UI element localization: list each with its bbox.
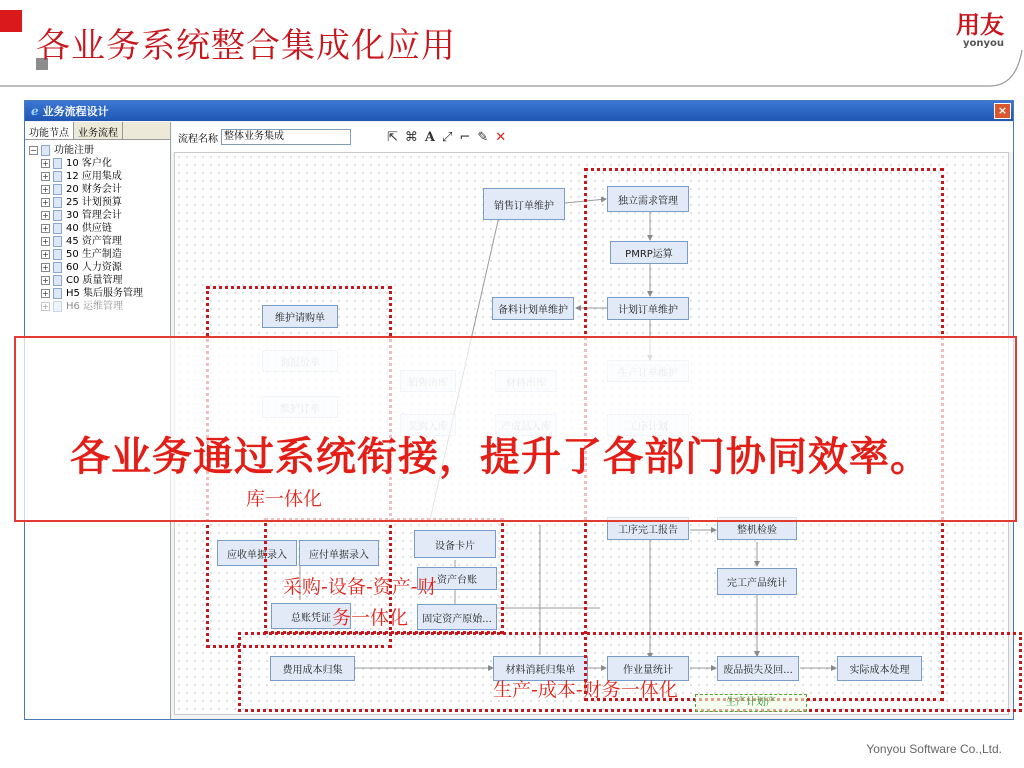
footer-company: Yonyou Software Co.,Ltd.: [866, 742, 1002, 756]
tree-item-label: H5 集后服务管理: [66, 288, 144, 299]
window-title: 业务流程设计: [42, 105, 109, 118]
tree-item[interactable]: [29, 248, 166, 261]
tree-root-label: 功能注册: [54, 145, 94, 156]
node-actual-cost[interactable]: 实际成本处理: [837, 656, 922, 681]
brand-logo: [956, 12, 1004, 49]
document-icon: [53, 262, 62, 273]
node-machine-check[interactable]: 整机检验: [717, 517, 797, 540]
node-finished-stats[interactable]: 完工产品统计: [717, 568, 797, 595]
tree-item-label: 12 应用集成: [66, 171, 122, 182]
tab-function-nodes[interactable]: 功能节点: [25, 122, 74, 139]
tree-item[interactable]: [29, 287, 166, 300]
text-icon[interactable]: A: [424, 129, 435, 145]
toolbar-icons: [387, 130, 506, 145]
node-work-report[interactable]: 工序完工报告: [607, 517, 689, 540]
purchase-asset-label: 采购-设备-资产-财: [283, 576, 437, 598]
pointer-icon[interactable]: ⇱: [387, 129, 398, 145]
document-icon: [53, 197, 62, 208]
tree-item[interactable]: [29, 170, 166, 183]
node-scrap-loss[interactable]: 废品损失及回...: [717, 656, 799, 681]
document-icon: [53, 301, 62, 312]
expand-icon[interactable]: +: [42, 211, 49, 220]
node-receivable[interactable]: 应收单据录入: [217, 540, 297, 566]
function-tree: [25, 140, 170, 317]
production-cost-label: 生产-成本-财务一体化: [493, 679, 678, 701]
tree-item-label: H6 运维管理: [66, 301, 124, 312]
node-voucher[interactable]: 总账凭证: [271, 603, 351, 629]
document-icon: [53, 210, 62, 221]
expand-icon[interactable]: +: [42, 302, 49, 311]
collapse-icon[interactable]: −: [30, 146, 37, 155]
document-icon: [53, 158, 62, 169]
node-independent-demand[interactable]: 独立需求管理: [607, 186, 689, 212]
node-pmrp[interactable]: PMRP运算: [610, 241, 688, 264]
tree-item[interactable]: [29, 235, 166, 248]
document-icon: [53, 288, 62, 299]
summary-text: 各业务通过系统衔接，提升了各部门协同效率。: [70, 434, 931, 480]
tree-item-label: 45 资产管理: [66, 236, 122, 247]
tree-item-label: C0 质量管理: [66, 275, 123, 286]
document-icon: [53, 275, 62, 286]
link-icon[interactable]: ⌐: [459, 129, 471, 145]
expand-icon[interactable]: +: [42, 172, 49, 181]
node-asset-origin[interactable]: 固定资产原始...: [417, 604, 497, 630]
tree-item-label: 10 客户化: [66, 158, 112, 169]
expand-icon[interactable]: +: [42, 185, 49, 194]
tree-item[interactable]: [29, 157, 166, 170]
document-icon: [53, 184, 62, 195]
delete-icon[interactable]: ✕: [495, 129, 507, 145]
window-titlebar[interactable]: [25, 101, 1013, 121]
expand-icon[interactable]: +: [42, 237, 49, 246]
node-payable[interactable]: 应付单据录入: [299, 540, 379, 566]
paint-icon[interactable]: ✎: [477, 129, 489, 145]
node-sales-order[interactable]: 销售订单维护: [483, 188, 565, 220]
tab-business-flow[interactable]: 业务流程: [74, 122, 123, 139]
tree-item[interactable]: [29, 300, 166, 313]
tree-item-label: 25 计划预算: [66, 197, 122, 208]
expand-icon[interactable]: +: [42, 159, 49, 168]
folder-icon: [41, 145, 50, 156]
node-material-collect[interactable]: 材料消耗归集单: [493, 656, 588, 681]
document-icon: [53, 249, 62, 260]
tree-item-label: 30 管理会计: [66, 210, 122, 221]
document-icon: [53, 171, 62, 182]
node-asset-ledger[interactable]: 资产台账: [417, 567, 497, 590]
node-asset-card[interactable]: 设备卡片: [414, 530, 496, 558]
logo-text-en: yonyou: [962, 38, 1004, 49]
tree-root[interactable]: [29, 144, 166, 157]
warehouse-label: 库一体化: [246, 488, 323, 510]
tree-item[interactable]: [29, 209, 166, 222]
tree-item[interactable]: [29, 183, 166, 196]
tree-item[interactable]: [29, 222, 166, 235]
flow-name-input[interactable]: 整体业务集成: [221, 129, 351, 145]
logo-text-cn: 用友: [956, 11, 1004, 39]
node-plan-order[interactable]: 计划订单维护: [607, 297, 689, 320]
expand-icon[interactable]: +: [42, 263, 49, 272]
expand-icon[interactable]: +: [42, 289, 49, 298]
slide-title: 各业务系统整合集成化应用: [36, 26, 456, 66]
left-tabs: [25, 122, 170, 140]
expand-icon[interactable]: +: [42, 224, 49, 233]
flow-name-label: 流程名称: [178, 133, 218, 145]
connector-icon[interactable]: ⌘: [404, 129, 418, 145]
line-icon[interactable]: ⤢: [442, 129, 453, 145]
app-icon: ℯ: [31, 104, 39, 118]
bottom-badge: 生产计划产: [695, 694, 807, 712]
expand-icon[interactable]: +: [42, 198, 49, 207]
node-stock-plan[interactable]: 备料计划单维护: [492, 297, 574, 320]
node-work-stats[interactable]: 作业量统计: [607, 656, 689, 681]
tree-item-label: 50 生产制造: [66, 249, 122, 260]
expand-icon[interactable]: +: [42, 250, 49, 259]
tree-item-label: 60 人力资源: [66, 262, 122, 273]
tree-item[interactable]: [29, 196, 166, 209]
document-icon: [53, 223, 62, 234]
tree-item[interactable]: [29, 261, 166, 274]
node-expense-collect[interactable]: 费用成本归集: [270, 656, 355, 681]
document-icon: [53, 236, 62, 247]
tree-item-label: 40 供应链: [66, 223, 112, 234]
tree-item[interactable]: [29, 274, 166, 287]
title-accent-square: [0, 10, 22, 32]
close-button[interactable]: ×: [994, 103, 1011, 119]
expand-icon[interactable]: +: [42, 276, 49, 285]
node-maintain-request[interactable]: 维护请购单: [262, 305, 338, 328]
flow-toolbar: [172, 122, 1013, 152]
purchase-asset-label-2: 务一体化: [332, 607, 409, 629]
tree-item-label: 20 财务会计: [66, 184, 122, 195]
